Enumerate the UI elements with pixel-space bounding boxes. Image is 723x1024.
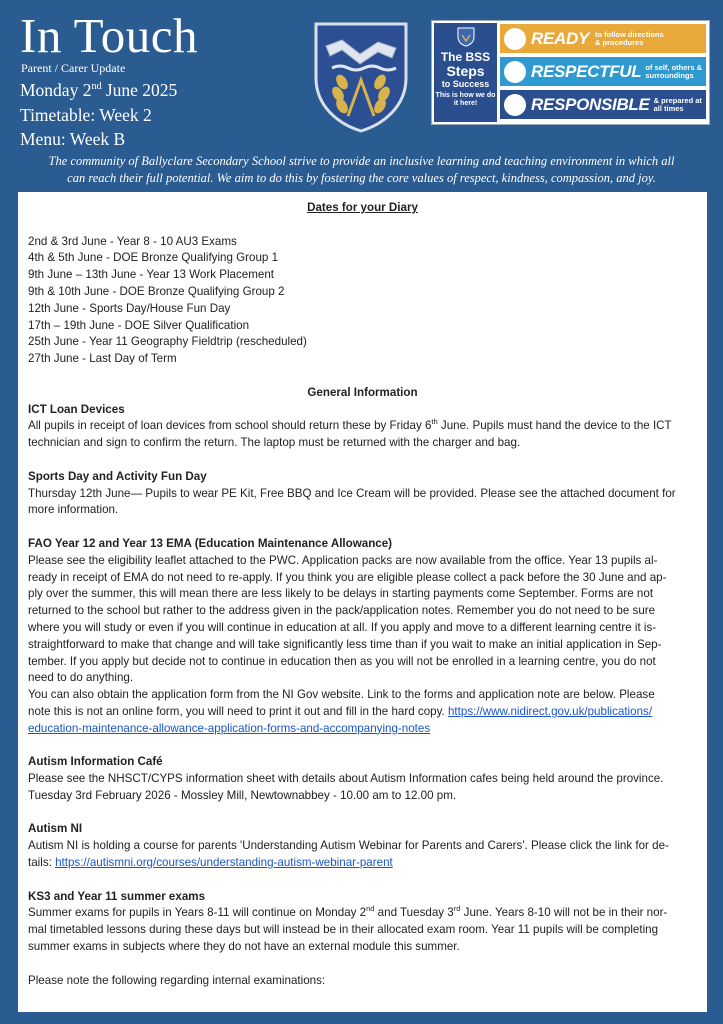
value-ready: READY to follow directions & procedures <box>500 24 706 53</box>
ema-text: note this is not an online form, you will need to print it out and fill in the hard copy. https://www.nidirect.gov.uk/publications/ <box>28 704 653 718</box>
diary-item: 4th & 5th June - DOE Bronze Qualifying Group 1 <box>28 251 279 265</box>
exams-note: Please note the following regarding internal examinations: <box>28 973 326 987</box>
general-heading: General Information <box>307 385 418 399</box>
diary-heading: Dates for your Diary <box>307 201 418 214</box>
diary-item: 27th June - Last Day of Term <box>28 352 177 366</box>
ict-text: technician and sign to confirm the return. The laptop must be returned with the charger and bag. <box>28 436 521 450</box>
ema-link-line <box>28 721 697 738</box>
mini-crest-icon <box>457 27 475 47</box>
ema-text: ply over the summer, this will mean there are less likely to be delays in starting payments come September. Forms are not <box>28 587 654 601</box>
autism-cafe-title: Autism Information Café <box>28 755 163 769</box>
ema-text: need to do anything. <box>28 671 134 685</box>
ict-title: ICT Loan Devices <box>28 402 125 416</box>
nidirect-link-cont[interactable]: education-maintenance-allowance-application-forms-and-accompanying-notes <box>28 721 431 735</box>
value-respectful: RESPECTFUL of self, others & surroundings <box>500 57 706 86</box>
diary-item: 9th & 10th June - DOE Bronze Qualifying Group 2 <box>28 284 285 298</box>
ema-title: FAO Year 12 and Year 13 EMA (Education Maintenance Allowance) <box>28 536 393 550</box>
diary-item: 12th June - Sports Day/House Fun Day <box>28 301 231 315</box>
steps-to-success-banner <box>431 20 710 125</box>
timetable-week: Timetable: Week 2 <box>20 105 152 125</box>
diary-item: 2nd & 3rd June - Year 8 - 10 AU3 Exams <box>28 234 237 248</box>
newsletter-subtitle: Parent / Carer Update <box>21 61 126 75</box>
autism-cafe-text: Please see the NHSCT/CYPS information sheet with details about Autism Information cafes being held around the province. <box>28 772 664 786</box>
ema-text: Please see the eligibility leaflet attached to the PWC. Application packs are now available from the office. Year 13 pupils al- <box>28 553 658 567</box>
responsible-icon <box>504 94 526 116</box>
exams-text: summer exams in subjects where they do not have an external module this summer. <box>28 940 460 954</box>
ema-text: ready in receipt of EMA do not need to re-apply. If you think you are eligible please collect a pack before the 30 June and ap- <box>28 570 667 584</box>
autism-ni-text: tails: https://autismni.org/courses/understanding-autism-webinar-parent <box>28 856 393 870</box>
exams-text: mal timetabled lessons during these days but will instead be in their allocated exam room. Year 11 pupils will be completing <box>28 923 659 937</box>
ema-text: where you will study or even if you will continue in education at all. If you apply and move to a different learning centre it is- <box>28 620 657 634</box>
autism-ni-title: Autism NI <box>28 822 83 836</box>
autism-cafe-text: Tuesday 3rd February 2026 - Mossley Mill, Newtownabbey - 10.00 am to 12.00 pm. <box>28 788 457 802</box>
menu-week: Menu: Week B <box>20 129 126 149</box>
ready-icon <box>504 28 526 50</box>
steps-left-panel <box>434 23 497 122</box>
diary-item: 9th June – 13th June - Year 13 Work Placement <box>28 268 274 282</box>
exams-title: KS3 and Year 11 summer exams <box>28 889 206 903</box>
diary-item: 17th – 19th June - DOE Silver Qualification <box>28 318 250 332</box>
exams-text: Summer exams for pupils in Years 8-11 will continue on Monday 2nd and Tuesday 3rd June. Years 8-10 will not be in their nor- <box>28 904 668 920</box>
issue-date: Monday 2nd June 2025 <box>20 80 178 100</box>
ema-text: returned to the school but rather to the address given in the pack/application notes. Remember you do not need to be sure <box>28 604 656 618</box>
steps-line1: The BSS <box>440 50 491 64</box>
ema-text: straightforward to make that change and will take significantly less time than if you wait to make an initial application in Sep- <box>28 637 662 651</box>
content-panel <box>18 192 707 1012</box>
ema-text: tember. If you apply but decide not to continue in education then as you will not be enrolled in a learning centre, you do not <box>28 654 656 668</box>
sports-text: Thursday 12th June— Pupils to wear PE Kit, Free BBQ and Ice Cream will be provided. Please see the attached document for <box>28 486 676 500</box>
steps-line4: This is how we do it here! <box>435 92 496 107</box>
diary-item: 25th June - Year 11 Geography Fieldtrip (rescheduled) <box>28 335 307 349</box>
nidirect-link[interactable]: https://www.nidirect.gov.uk/publications/ <box>447 704 653 718</box>
school-crest-icon <box>312 20 410 134</box>
sports-title: Sports Day and Activity Fun Day <box>28 469 207 483</box>
school-tagline: The community of Ballyclare Secondary School strive to provide an inclusive learning and teaching environment in which all can reach their full potential. We aim to do this by fostering the core values of respect, kindness, compassion, and joy. <box>48 154 675 185</box>
steps-line2: Steps <box>446 63 485 79</box>
sports-text: more information. <box>28 503 119 517</box>
autism-ni-text: Autism NI is holding a course for parents 'Understanding Autism Webinar for Parents and Carers'. Please click the link for de- <box>28 839 669 853</box>
autismni-link[interactable]: https://autismni.org/courses/understanding-autism-webinar-parent <box>55 856 393 870</box>
ict-text: All pupils in receipt of loan devices from school should return these by Friday 6th June. Pupils must hand the device to the ICT <box>28 417 672 433</box>
steps-line3: to Success <box>441 79 490 89</box>
respect-icon <box>504 61 526 83</box>
newsletter-title: In Touch <box>20 8 198 63</box>
ema-text: You can also obtain the application form from the NI Gov website. Link to the forms and application note are below. Please <box>28 688 655 702</box>
value-responsible: RESPONSIBLE & prepared at all times <box>500 90 706 119</box>
